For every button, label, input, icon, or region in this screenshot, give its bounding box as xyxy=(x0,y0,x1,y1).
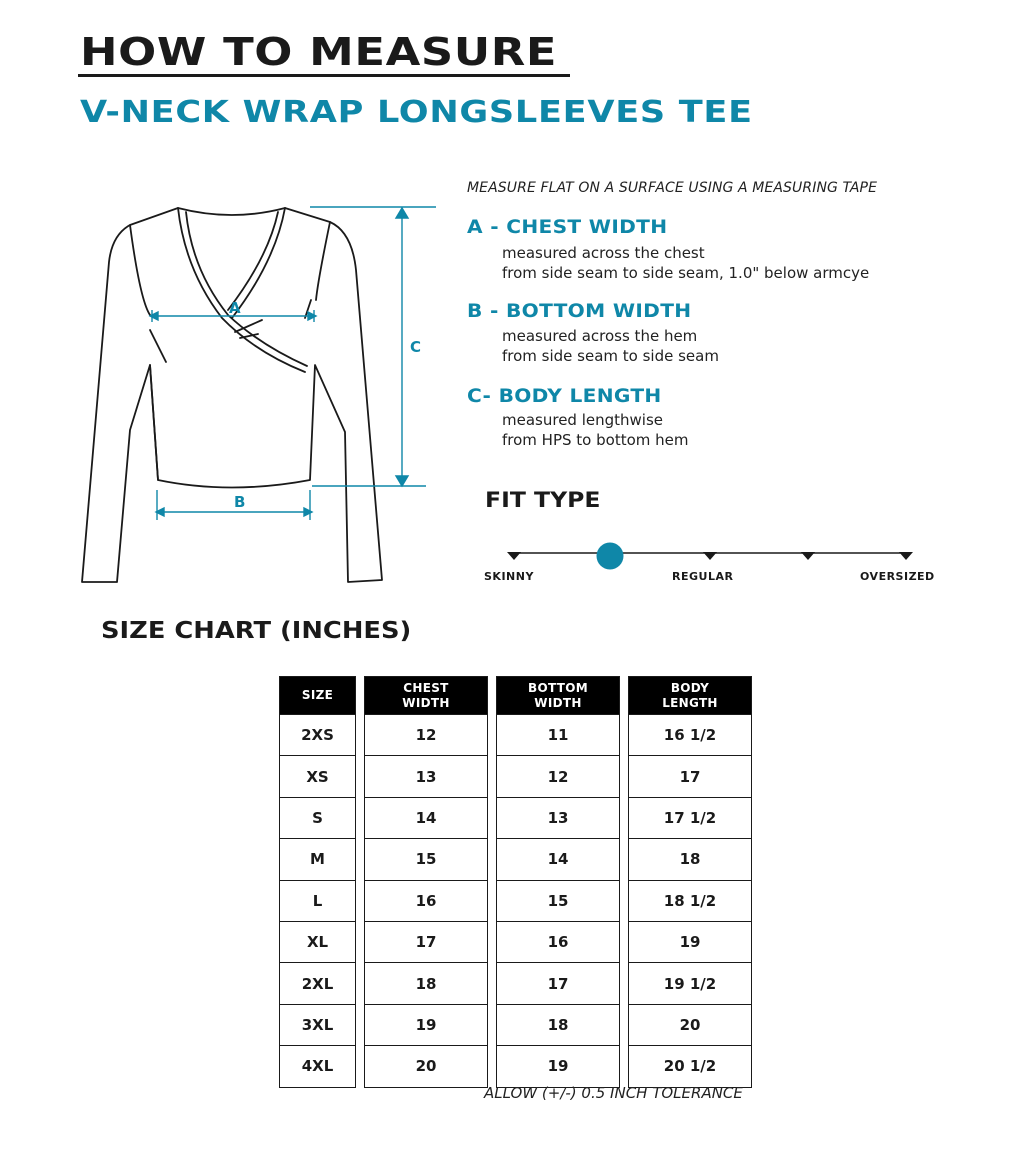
table-cell: 13 xyxy=(365,755,487,796)
body-length-desc-2: from HPS to bottom hem xyxy=(502,431,689,449)
fit-tick-5 xyxy=(899,552,913,560)
table-cell: S xyxy=(280,797,355,838)
table-cell: 13 xyxy=(497,797,619,838)
column-header: SIZE xyxy=(280,677,355,714)
table-cell: 11 xyxy=(497,714,619,755)
tee-outline xyxy=(82,208,382,582)
table-cell: 2XL xyxy=(280,962,355,1003)
table-cell: 18 1/2 xyxy=(629,880,751,921)
body-length-heading: C- BODY LENGTH xyxy=(467,385,662,407)
table-cell: 19 xyxy=(497,1045,619,1086)
neckline-inner xyxy=(186,212,307,366)
table-cell: 12 xyxy=(365,714,487,755)
table-cell: 16 1/2 xyxy=(629,714,751,755)
column-header: BOTTOM WIDTH xyxy=(497,677,619,714)
table-cell: 3XL xyxy=(280,1004,355,1045)
column-size xyxy=(279,676,356,1088)
table-cell: 14 xyxy=(365,797,487,838)
fit-type-title: FIT TYPE xyxy=(485,488,601,512)
label-c: C xyxy=(410,338,422,356)
bottom-width-desc-1: measured across the hem xyxy=(502,327,698,345)
table-cell: 2XS xyxy=(280,714,355,755)
chest-width-desc-1: measured across the chest xyxy=(502,244,705,262)
table-cell: 18 xyxy=(497,1004,619,1045)
fit-label-oversized: OVERSIZED xyxy=(860,570,935,583)
body-length-desc-1: measured lengthwise xyxy=(502,411,664,429)
bottom-width-desc-2: from side seam to side seam xyxy=(502,347,719,365)
table-cell: XS xyxy=(280,755,355,796)
label-b: B xyxy=(234,493,246,511)
table-cell: 17 1/2 xyxy=(629,797,751,838)
table-cell: 17 xyxy=(629,755,751,796)
table-cell: 20 1/2 xyxy=(629,1045,751,1086)
fit-selected-marker xyxy=(597,543,624,570)
fit-type-scale xyxy=(490,540,930,572)
column-chest-width xyxy=(364,676,488,1088)
table-cell: XL xyxy=(280,921,355,962)
fit-tick-4 xyxy=(801,552,815,560)
chest-width-heading: A - CHEST WIDTH xyxy=(467,216,668,238)
column-body-length xyxy=(628,676,752,1088)
table-cell: 19 1/2 xyxy=(629,962,751,1003)
measure-instruction: MEASURE FLAT ON A SURFACE USING A MEASURING TAPE xyxy=(467,180,878,196)
table-cell: 15 xyxy=(497,880,619,921)
table-cell: 17 xyxy=(497,962,619,1003)
chest-width-desc-2: from side seam to side seam, 1.0" below armcye xyxy=(502,264,870,282)
table-cell: 12 xyxy=(497,755,619,796)
table-cell: 15 xyxy=(365,838,487,879)
tolerance-note: ALLOW (+/-) 0.5 INCH TOLERANCE xyxy=(484,1084,743,1102)
table-cell: 16 xyxy=(497,921,619,962)
table-cell: 18 xyxy=(365,962,487,1003)
column-header: BODY LENGTH xyxy=(629,677,751,714)
table-cell: 17 xyxy=(365,921,487,962)
garment-diagram xyxy=(0,0,450,600)
product-name: V-NECK WRAP LONGSLEEVES TEE xyxy=(80,95,753,130)
table-cell: 14 xyxy=(497,838,619,879)
fit-label-regular: REGULAR xyxy=(672,570,734,583)
table-cell: 20 xyxy=(365,1045,487,1086)
table-cell: 19 xyxy=(365,1004,487,1045)
label-a: A xyxy=(229,299,241,317)
bottom-width-heading: B - BOTTOM WIDTH xyxy=(467,300,692,322)
column-header: CHEST WIDTH xyxy=(365,677,487,714)
table-cell: L xyxy=(280,880,355,921)
fit-label-skinny: SKINNY xyxy=(484,570,534,583)
column-bottom-width xyxy=(496,676,620,1088)
size-chart-title: SIZE CHART (INCHES) xyxy=(101,618,412,644)
page-title: HOW TO MEASURE xyxy=(80,30,558,74)
table-cell: 16 xyxy=(365,880,487,921)
table-cell: 20 xyxy=(629,1004,751,1045)
table-cell: 4XL xyxy=(280,1045,355,1086)
table-cell: M xyxy=(280,838,355,879)
table-cell: 18 xyxy=(629,838,751,879)
fit-tick-1 xyxy=(507,552,521,560)
fit-tick-3 xyxy=(703,552,717,560)
table-cell: 19 xyxy=(629,921,751,962)
